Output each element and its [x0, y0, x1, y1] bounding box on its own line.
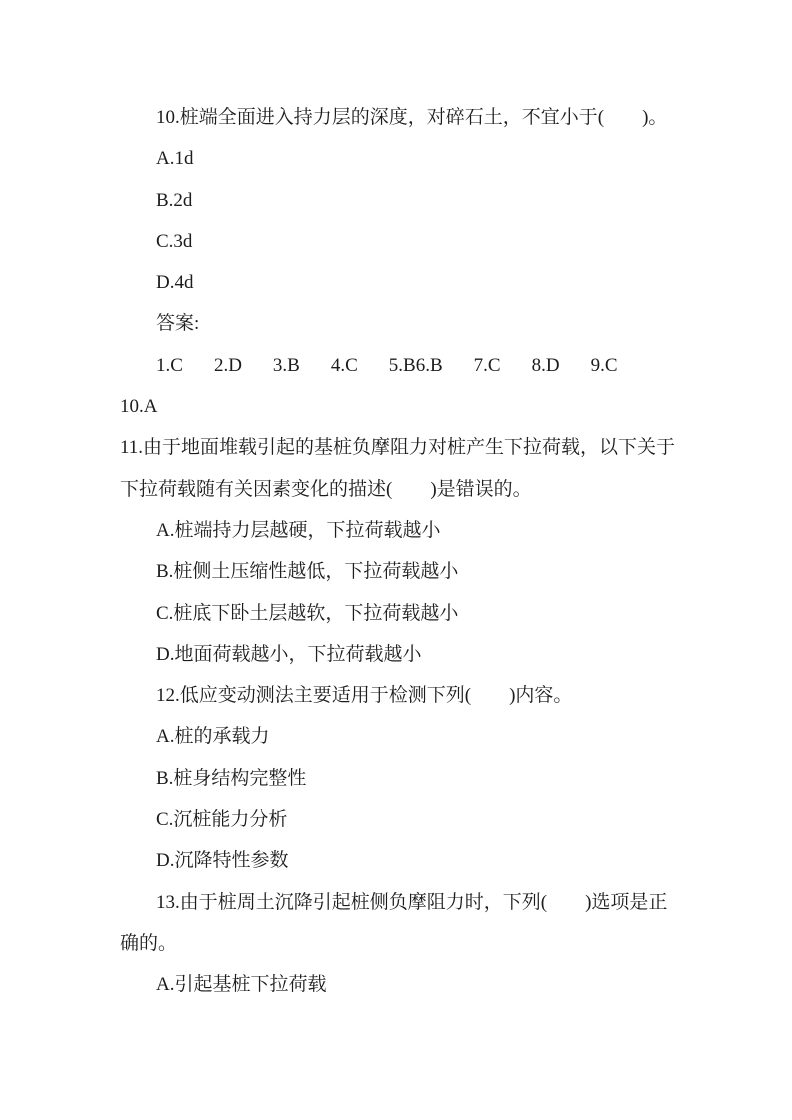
answers-row	[120, 345, 692, 386]
question-11-option-c: C.桩底下卧土层越软，下拉荷载越小	[156, 602, 459, 624]
answers-label: 答案:	[156, 313, 200, 335]
question-13-option-a: A.引起基桩下拉荷载	[156, 974, 327, 996]
question-12-prompt: 12.低应变动测法主要适用于检测下列( )内容。	[156, 685, 573, 707]
question-11-option-a: A.桩端持力层越硬，下拉荷载越小	[156, 519, 441, 541]
question-12-option-a: A.桩的承载力	[156, 726, 270, 748]
question-13-prompt-line2: 确的。	[120, 932, 178, 954]
question-10-prompt: 10.桩端全面进入持力层的深度，对碎石土，不宜小于( )。	[156, 107, 668, 128]
question-10-option-c: C.3d	[156, 230, 193, 252]
answer-item-7: 7.C	[473, 354, 501, 376]
question-13-prompt-line1: 13.由于桩周土沉降引起桩侧负摩阻力时，下列( )选项是正	[156, 891, 668, 913]
answer-item-5-6: 5.B6.B	[388, 354, 443, 376]
answer-item-2: 2.D	[213, 354, 242, 376]
question-11-option-b: B.桩侧土压缩性越低，下拉荷载越小	[156, 561, 459, 583]
question-12-option-c: C.沉桩能力分析	[156, 809, 288, 831]
answer-item-8: 8.D	[531, 354, 560, 376]
question-10-option-d: D.4d	[156, 272, 194, 294]
answer-item-1: 1.C	[156, 354, 183, 376]
answer-item-4: 4.C	[330, 354, 358, 376]
answer-item-9: 9.C	[590, 354, 618, 376]
answer-item-3: 3.B	[272, 354, 300, 376]
question-12-option-b: B.桩身结构完整性	[156, 767, 307, 789]
question-11-prompt-line1: 11.由于地面堆载引起的基桩负摩阻力对桩产生下拉荷载，以下关于	[120, 437, 676, 459]
question-11-option-d: D.地面荷载越小，下拉荷载越小	[156, 643, 422, 665]
question-11-prompt-line2: 下拉荷载随有关因素变化的描述( )是错误的。	[120, 478, 532, 500]
answer-item-10: 10.A	[120, 396, 158, 418]
question-10-option-b: B.2d	[156, 189, 193, 211]
question-12-option-d: D.沉降特性参数	[156, 850, 289, 872]
question-10-option-a: A.1d	[156, 148, 194, 170]
